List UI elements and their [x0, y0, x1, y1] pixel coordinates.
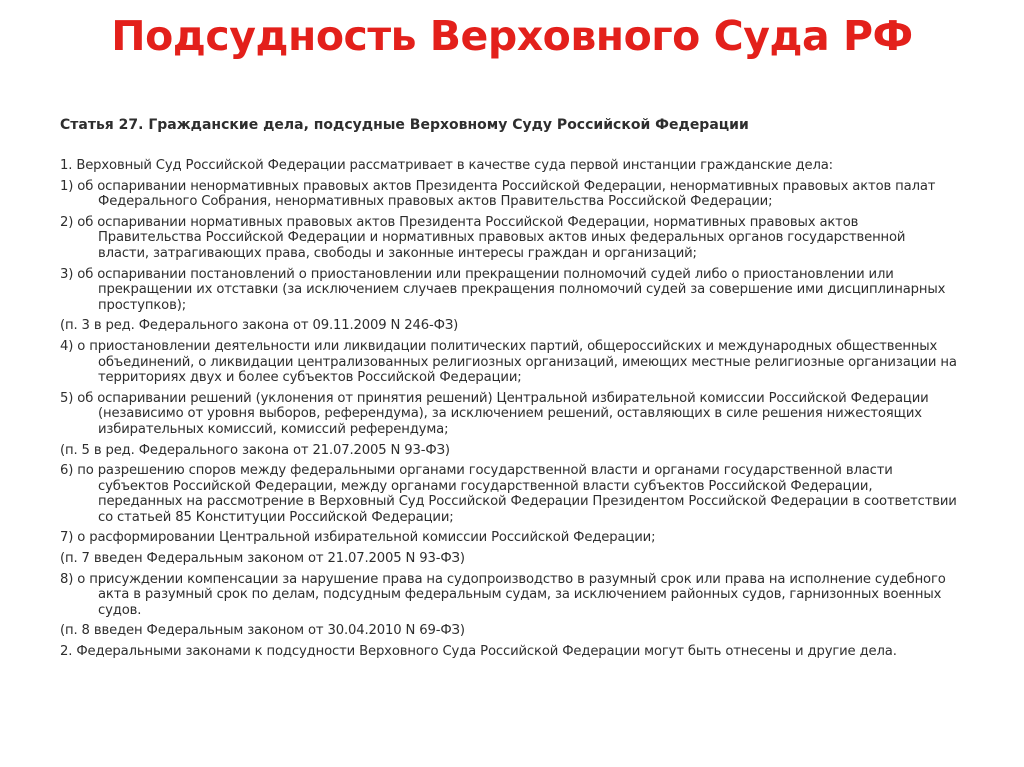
paragraph-note-7: (п. 7 введен Федеральным законом от 21.07.2005 N 93-ФЗ)	[60, 551, 465, 567]
paragraph-item-1: 1) об оспаривании ненормативных правовых актов Президента Российской Федерации, ненормативных правовых актов палат Федерального Собрания, ненормативных правовых актов Правительства Российской Федерации;	[60, 178, 936, 210]
paragraph-item-2: 2) об оспаривании нормативных правовых актов Президента Российской Федерации, нормативных правовых актов Правительства Российской Федерации и нормативных правовых актов иных федеральных органов государственной власти, затрагивающих права, свободы и законные интересы граждан и организаций;	[60, 214, 906, 261]
paragraph-part-2: 2. Федеральными законами к подсудности Верховного Суда Российской Федерации могут быть отнесены и другие дела.	[60, 644, 897, 660]
article-body	[60, 158, 960, 665]
paragraph-note-5: (п. 5 в ред. Федерального закона от 21.07.2005 N 93-ФЗ)	[60, 442, 450, 458]
article-heading: Статья 27. Гражданские дела, подсудные Верховному Суду Российской Федерации	[60, 117, 749, 133]
paragraph-item-5: 5) об оспаривании решений (уклонения от принятия решений) Центральной избирательной комиссии Российской Федерации (независимо от уровня выборов, референдума), за исключением решений, оставляющих в силе решения нижестоящих избирательных комиссий, комиссий референдума;	[60, 390, 929, 437]
paragraph-item-8: 8) о присуждении компенсации за нарушение права на судопроизводство в разумный срок или права на исполнение судебного акта в разумный срок по делам, подсудным федеральным судам, за исключением районных судов, гарнизонных военных судов.	[60, 571, 946, 618]
paragraph-intro: 1. Верховный Суд Российской Федерации рассматривает в качестве суда первой инстанции гражданские дела:	[60, 158, 833, 173]
paragraph-item-4: 4) о приостановлении деятельности или ликвидации политических партий, общероссийских и международных общественных объединений, о ликвидации централизованных религиозных организаций, имеющих местные религиозные организации на территориях двух и более субъектов Российской Федерации;	[60, 338, 957, 386]
paragraph-item-7: 7) о расформировании Центральной избирательной комиссии Российской Федерации;	[60, 530, 656, 546]
paragraph-item-3: 3) об оспаривании постановлений о приостановлении или прекращении полномочий судей либо о приостановлении или прекращении их отставки (за исключением случаев прекращения полномочий судей за совершение ими дисциплинарных проступков);	[60, 266, 946, 313]
paragraph-note-8: (п. 8 введен Федеральным законом от 30.04.2010 N 69-ФЗ)	[60, 623, 465, 639]
paragraph-note-3: (п. 3 в ред. Федерального закона от 09.11.2009 N 246-ФЗ)	[60, 318, 459, 334]
paragraph-item-6: 6) по разрешению споров между федеральными органами государственной власти и органами государственной власти субъектов Российской Федерации, между органами государственной власти субъектов Российской Федерации, переданных на рассмотрение в Верховный Суд Российской Федерации Президентом Российской Федерации в соответствии со статьей 85 Конституции Российской Федерации;	[60, 463, 957, 525]
slide-title: Подсудность Верховного Суда РФ	[111, 12, 913, 60]
